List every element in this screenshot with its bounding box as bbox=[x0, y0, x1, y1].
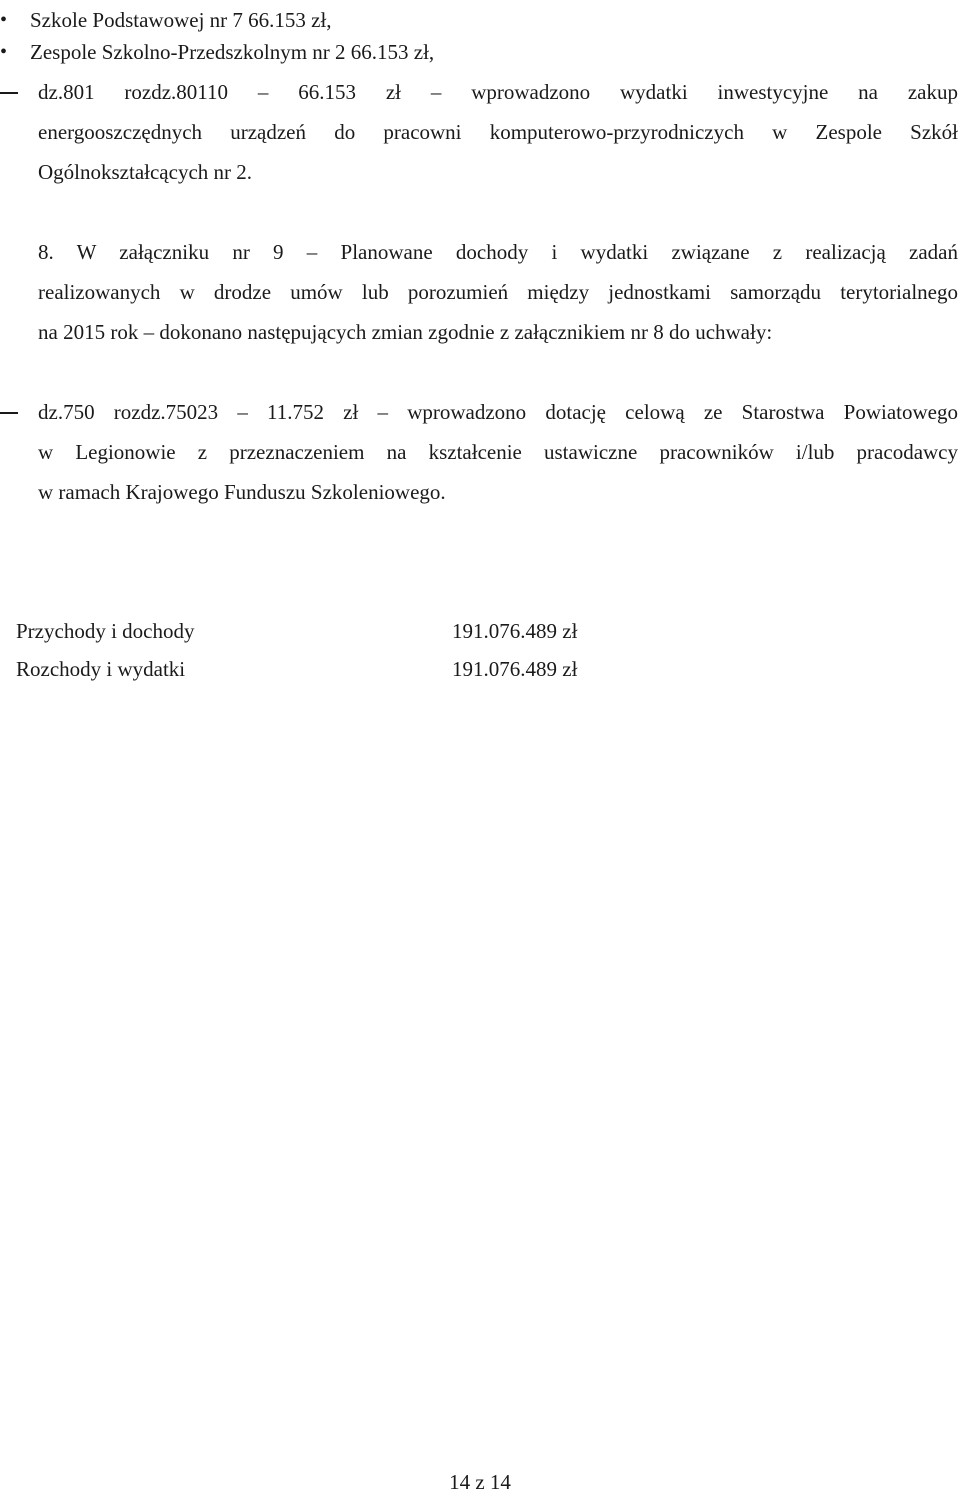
section-heading-line: 8. W załączniku nr 9 – Planowane dochody i wydatki związane z realizacją zadań bbox=[38, 240, 958, 264]
dash-icon bbox=[0, 92, 18, 94]
list-item-text: Zespole Szkolno-Przedszkolnym nr 2 66.153 zł, bbox=[30, 40, 435, 64]
summary-value: 191.076.489 zł bbox=[452, 619, 578, 643]
dash-icon bbox=[0, 412, 18, 414]
paragraph-line: energooszczędnych urządzeń do pracowni komputerowo-przyrodniczych w Zespole Szkół bbox=[38, 120, 958, 144]
paragraph-line: realizowanych w drodze umów lub porozumień między jednostkami samorządu terytorialnego bbox=[38, 280, 958, 304]
paragraph-line: dz.801 rozdz.80110 – 66.153 zł – wprowadzono wydatki inwestycyjne na zakup bbox=[38, 80, 958, 104]
list-item-text: Szkole Podstawowej nr 7 66.153 zł, bbox=[30, 8, 332, 32]
paragraph-line: na 2015 rok – dokonano następujących zmian zgodnie z załącznikiem nr 8 do uchwały: bbox=[38, 320, 773, 344]
paragraph-line: Ogólnokształcących nr 2. bbox=[38, 160, 253, 184]
summary-value: 191.076.489 zł bbox=[452, 657, 578, 681]
bullet-icon: • bbox=[0, 9, 8, 31]
page-number: 14 z 14 bbox=[449, 1470, 511, 1494]
list-item bbox=[0, 32, 960, 72]
bullet-icon: • bbox=[0, 41, 8, 63]
summary-label: Przychody i dochody bbox=[16, 619, 195, 643]
paragraph-line: w Legionowie z przeznaczeniem na kształcenie ustawiczne pracowników i/lub pracodawcy bbox=[38, 440, 958, 464]
paragraph-line: w ramach Krajowego Funduszu Szkoleniowego. bbox=[38, 480, 446, 504]
summary-label: Rozchody i wydatki bbox=[16, 657, 186, 681]
paragraph-line: dz.750 rozdz.75023 – 11.752 zł – wprowadzono dotację celową ze Starostwa Powiatowego bbox=[38, 400, 958, 424]
